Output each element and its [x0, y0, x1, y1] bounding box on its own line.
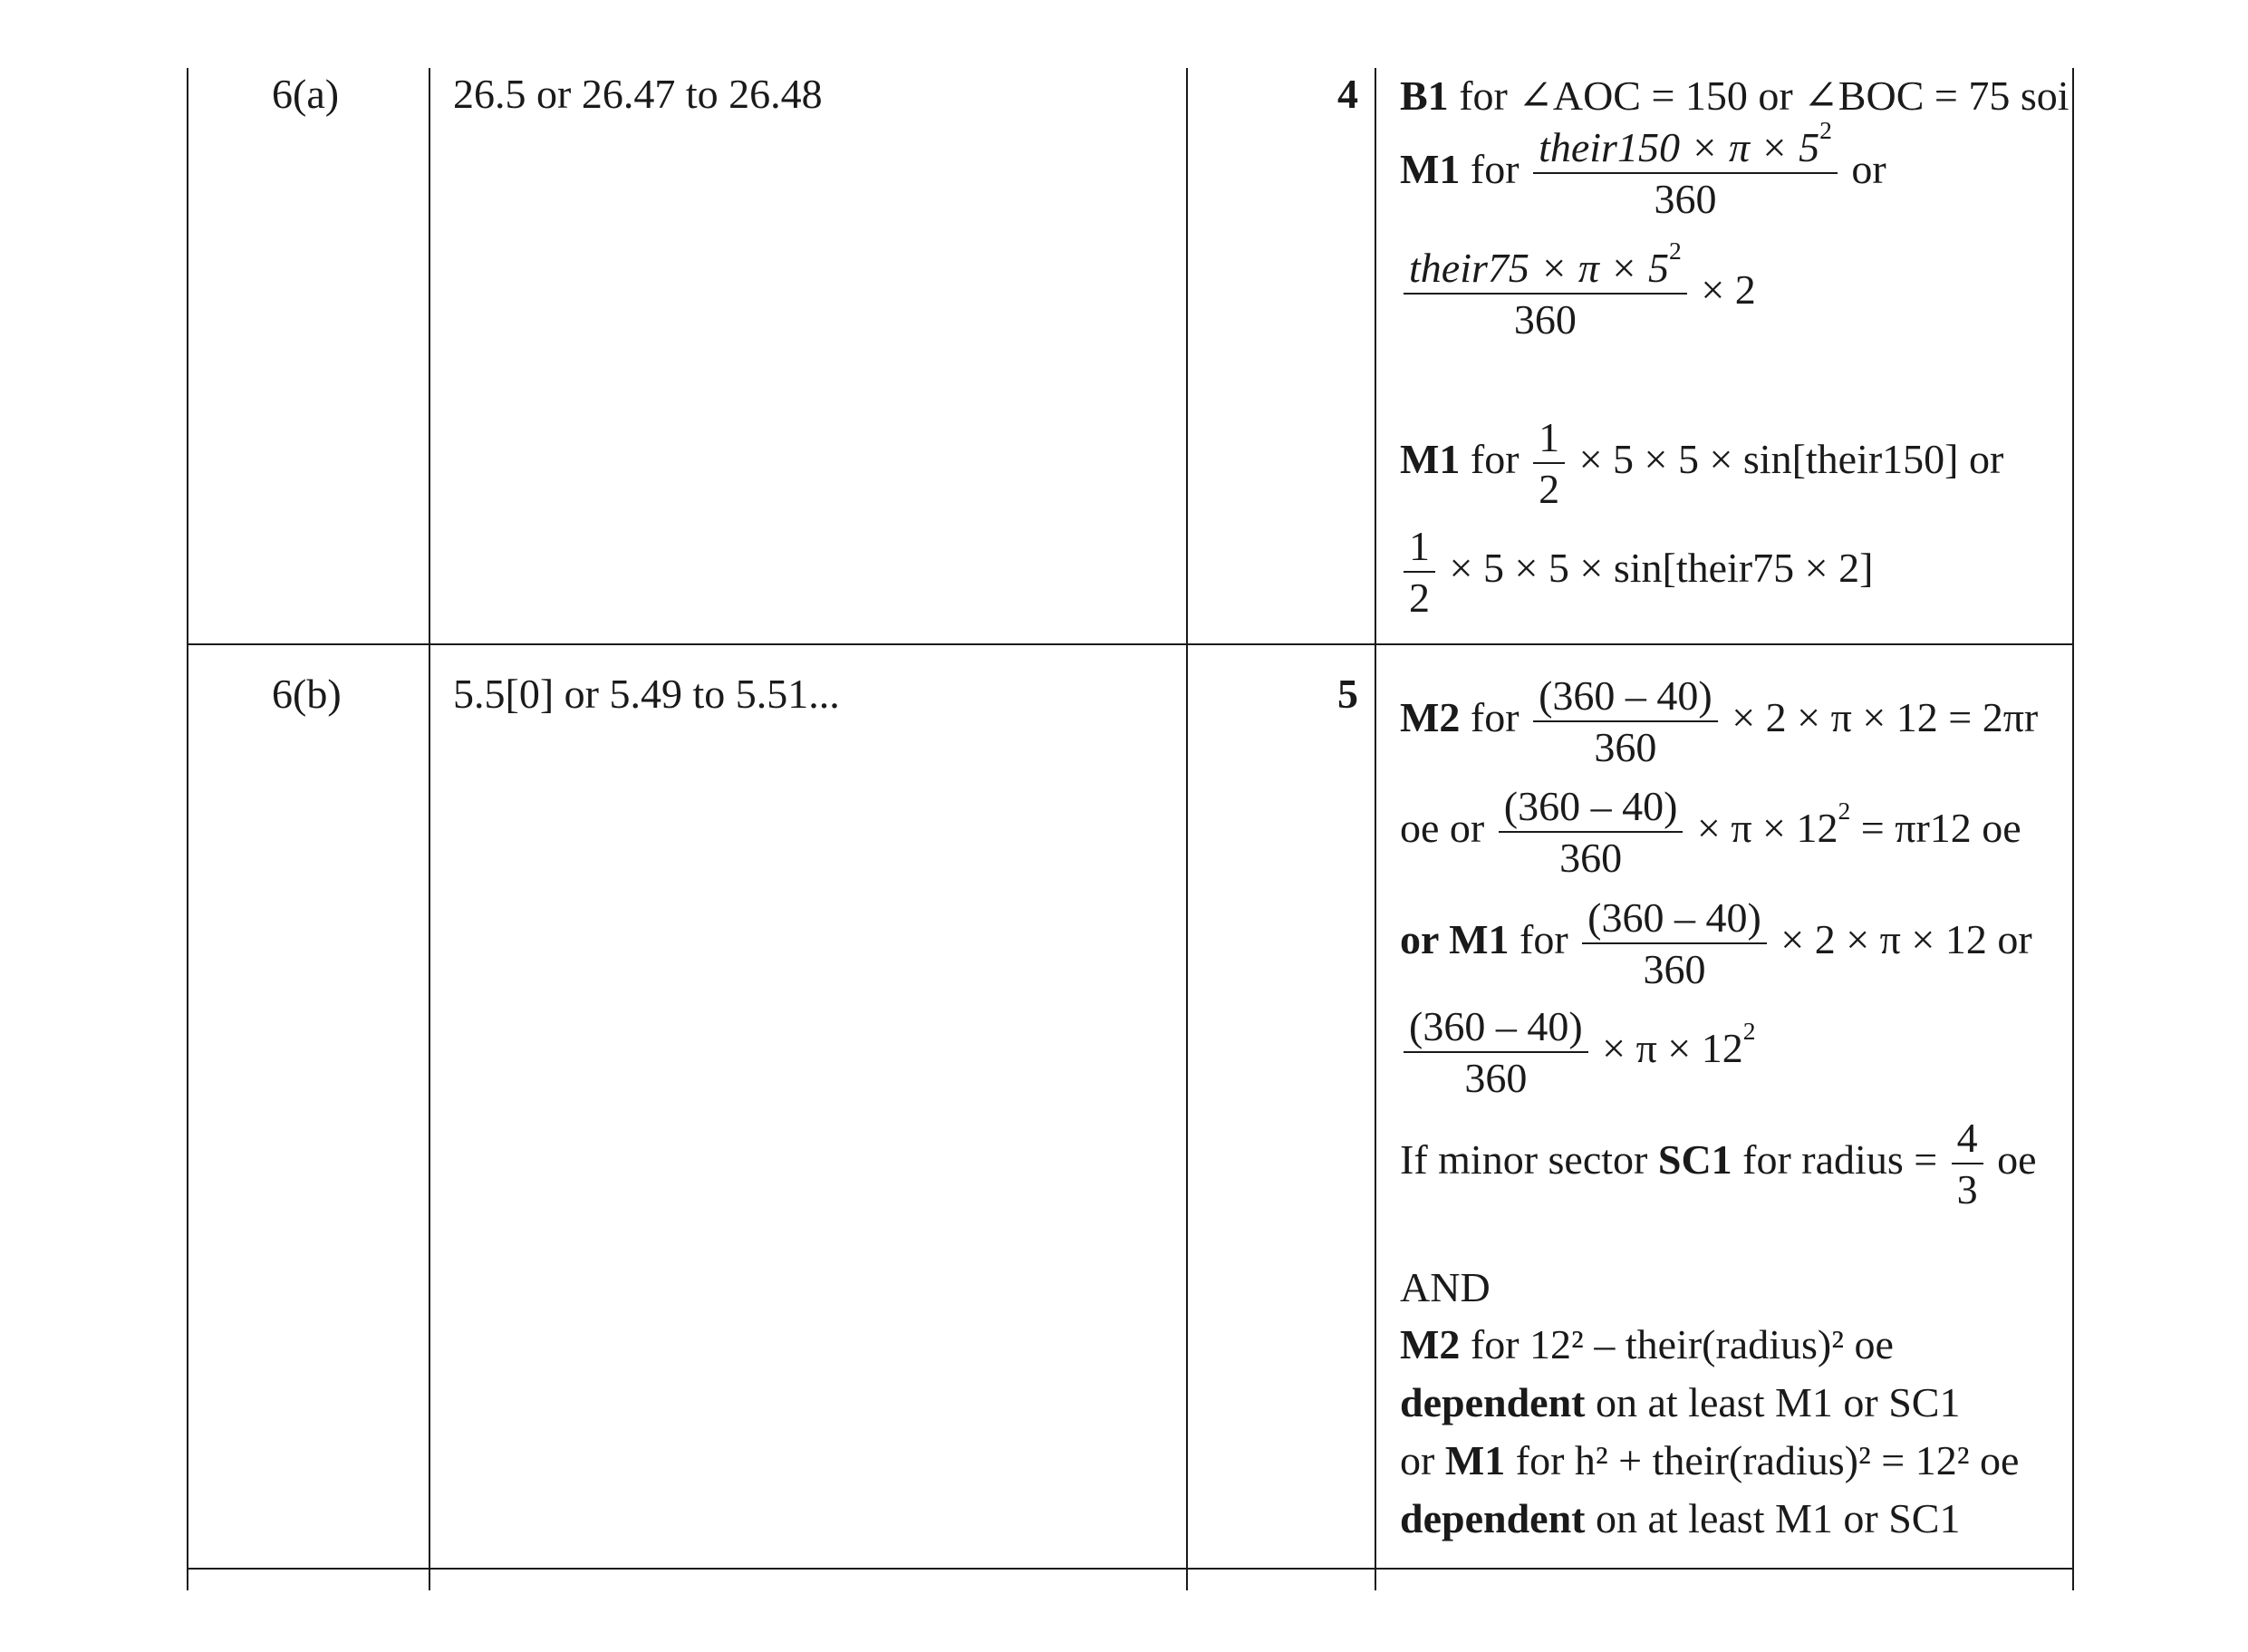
guidance-text: = πr12 oe — [1860, 804, 2021, 851]
column-divider-1 — [429, 68, 430, 1590]
guidance-text: or — [1969, 435, 2004, 482]
table-border-right — [2072, 68, 2074, 1590]
fraction-denominator: 360 — [1654, 176, 1717, 223]
guidance-text: for ∠AOC = 150 or ∠BOC = 75 soi — [1459, 72, 2070, 119]
guidance-text: AND — [1400, 1264, 1491, 1310]
fraction-denominator: 2 — [1409, 575, 1430, 622]
guidance-text: × π × 12 — [1602, 1024, 1743, 1071]
mark-label: SC1 — [1657, 1135, 1732, 1183]
mark-label: B1 — [1400, 72, 1449, 119]
fraction-half — [1404, 521, 1435, 623]
guidance-dependent — [1400, 1495, 1960, 1543]
fraction-numerator: (360 – 40) — [1533, 671, 1718, 722]
table-border-left — [187, 68, 188, 1590]
exponent: 2 — [1838, 796, 1851, 825]
column-divider-2 — [1186, 68, 1188, 1590]
mark-label: M2 — [1400, 1321, 1461, 1367]
fraction-numerator: 1 — [1533, 412, 1565, 464]
guidance-text: If minor sector — [1400, 1135, 1648, 1183]
guidance-text: × π × 12 — [1696, 804, 1838, 851]
mark-label: or M1 — [1400, 915, 1510, 962]
fraction — [1404, 237, 1687, 344]
guidance-b1 — [1400, 72, 2070, 121]
guidance-m1-sector — [1400, 116, 1886, 224]
fraction-half — [1533, 412, 1565, 514]
guidance-text: for — [1470, 435, 1520, 482]
fraction-denominator: 360 — [1559, 835, 1623, 882]
fraction — [1582, 893, 1767, 994]
exponent: 2 — [1819, 116, 1832, 145]
guidance-text: on at least M1 or SC1 — [1595, 1379, 1961, 1425]
guidance-text: on at least M1 or SC1 — [1595, 1495, 1961, 1541]
fraction-numerator: (360 – 40) — [1404, 1001, 1588, 1053]
fraction-denominator: 360 — [1643, 946, 1706, 993]
guidance-text: × 2 × π × 12 or — [1780, 915, 2032, 962]
fraction — [1533, 116, 1838, 224]
fraction-numerator: (360 – 40) — [1582, 893, 1767, 944]
mark-label: M1 — [1444, 1437, 1506, 1483]
mark-label: dependent — [1400, 1379, 1586, 1425]
fraction-numerator: their150 × π × 5 — [1539, 124, 1820, 170]
guidance-m1-sector-alt — [1400, 237, 1756, 344]
guidance-or-m1-area — [1400, 1001, 1756, 1103]
question-number: 6(a) — [272, 71, 340, 117]
guidance-text: for — [1470, 693, 1520, 740]
fraction-numerator: 4 — [1952, 1113, 1983, 1164]
fraction-denominator: 2 — [1539, 466, 1560, 513]
fraction — [1533, 671, 1718, 772]
guidance-m1-height — [1400, 1437, 2019, 1485]
guidance-text: for h² + their(radius)² = 12² oe — [1515, 1437, 2020, 1483]
question-number: 6(b) — [272, 671, 342, 717]
mark-label: M2 — [1400, 693, 1461, 740]
guidance-text: for radius = — [1742, 1135, 1938, 1183]
fraction — [1404, 1001, 1588, 1103]
guidance-text: × 2 — [1701, 266, 1756, 313]
marks-value: 5 — [1337, 671, 1358, 717]
exponent: 2 — [1742, 1016, 1756, 1045]
guidance-text: or — [1400, 1437, 1435, 1483]
guidance-dependent — [1400, 1379, 1960, 1427]
guidance-text: × 5 × 5 × sin[their150] — [1578, 435, 1959, 482]
column-divider-3 — [1375, 68, 1376, 1590]
guidance-m2-arc — [1400, 671, 2038, 772]
guidance-text: oe — [1997, 1135, 2037, 1183]
marks-value: 4 — [1337, 71, 1358, 117]
guidance-m1-triangle-alt — [1400, 521, 1873, 623]
fraction-denominator: 360 — [1594, 724, 1657, 771]
mark-label: dependent — [1400, 1495, 1586, 1541]
guidance-m1-triangle — [1400, 412, 2003, 514]
row-divider-1 — [187, 643, 2074, 645]
fraction — [1499, 781, 1684, 883]
mark-label: M1 — [1400, 435, 1461, 482]
guidance-sc1 — [1400, 1113, 2037, 1214]
fraction-denominator: 360 — [1513, 296, 1577, 343]
exponent: 2 — [1669, 237, 1682, 266]
guidance-text: or — [1851, 145, 1886, 192]
guidance-and — [1400, 1264, 1491, 1312]
fraction-denominator: 360 — [1464, 1055, 1528, 1102]
fraction-denominator: 3 — [1956, 1166, 1978, 1213]
guidance-text: × 2 × π × 12 = 2πr — [1732, 693, 2039, 740]
fraction-numerator: their75 × π × 5 — [1409, 245, 1670, 291]
fraction-numerator: 1 — [1404, 521, 1435, 573]
guidance-text: for — [1520, 915, 1568, 962]
answer-text: 26.5 or 26.47 to 26.48 — [453, 71, 823, 117]
guidance-or-m1 — [1400, 893, 2032, 994]
guidance-m2-height — [1400, 1321, 1894, 1369]
guidance-text: × 5 × 5 × sin[their75 × 2] — [1449, 544, 1874, 591]
guidance-text: oe or — [1400, 804, 1485, 851]
guidance-text: for 12² – their(radius)² oe — [1470, 1321, 1894, 1367]
fraction — [1952, 1113, 1983, 1214]
guidance-m2-area — [1400, 781, 2021, 883]
guidance-text: for — [1470, 145, 1520, 192]
answer-text: 5.5[0] or 5.49 to 5.51... — [453, 671, 840, 717]
mark-label: M1 — [1400, 145, 1461, 192]
fraction-numerator: (360 – 40) — [1499, 781, 1684, 833]
row-divider-2 — [187, 1568, 2074, 1570]
